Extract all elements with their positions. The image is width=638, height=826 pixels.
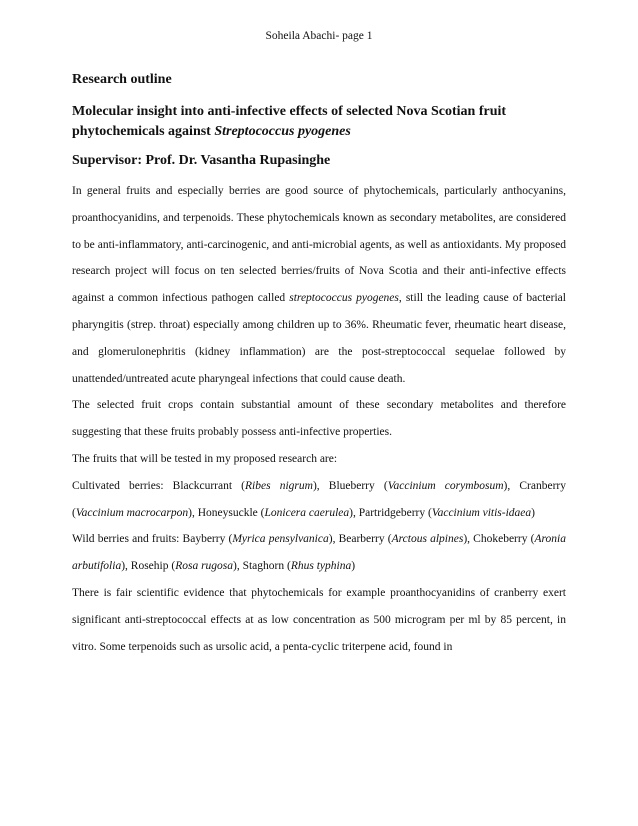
wild-text-5: ) — [351, 560, 356, 573]
wild-species-4: Rosa rugosa — [175, 560, 234, 573]
paragraph-wild-berries — [72, 526, 566, 580]
research-title-italic: Streptococcus pyogenes — [214, 124, 351, 139]
wild-text-1: ), Bearberry ( — [328, 533, 392, 546]
cultivated-species-3: Vaccinium macrocarpon — [75, 506, 189, 519]
supervisor-line: Supervisor: Prof. Dr. Vasantha Rupasinghe — [72, 153, 331, 168]
paragraph-intro-part-a: In general fruits and especially berries are good source of phytochemicals, particularly anthocyanins, proanthocyanidins, and terpenoids. These phytochemicals known as secondary metabolites, are considered to be anti-inflammatory, anti-carcinogenic, and anti-microbial agents, as well as antioxidants. My proposed research project will focus on ten selected berries/fruits of Nova Scotia and their anti-infective effects against a common infectious pathogen called — [72, 185, 566, 305]
wild-species-2: Arctous alpines — [391, 533, 464, 546]
cultivated-text-3: ), Honeysuckle ( — [188, 506, 265, 519]
cultivated-species-2: Vaccinium corymbosum — [387, 479, 504, 492]
cultivated-species-4: Lonicera caerulea — [264, 506, 350, 519]
cultivated-species-5: Vaccinium vitis-idaea — [431, 506, 532, 519]
paragraph-intro — [72, 178, 566, 392]
paragraph-intro-species: streptococcus pyogenes — [289, 292, 399, 305]
wild-text-3: ), Rosehip ( — [121, 560, 176, 573]
paragraph-fruit-crops: The selected fruit crops contain substantial amount of these secondary metabolites and therefore suggesting that these fruits probably possess anti-infective properties. — [72, 399, 566, 439]
cultivated-text-4: ), Partridgeberry ( — [349, 506, 432, 519]
cultivated-lead: Cultivated berries: Blackcurrant ( — [72, 479, 246, 492]
document-body — [72, 66, 566, 660]
wild-text-2: ), Chokeberry ( — [463, 533, 535, 546]
wild-species-1: Myrica pensylvanica — [232, 533, 329, 546]
page-header: Soheila Abachi- page 1 — [265, 30, 373, 42]
paragraph-intro-part-b: , still the leading cause of bacterial pharyngitis (strep. throat) especially among children up to 36%. Rheumatic fever, rheumatic heart disease, and glomerulonephritis (kidney inflammation) are the post-streptococcal sequelae followed by unattended/untreated acute pharyngeal infections that could cause death. — [72, 292, 566, 385]
research-title-text: Molecular insight into anti-infective effects of selected Nova Scotian fruit phytochemicals against — [72, 104, 507, 139]
cultivated-text-1: ), Blueberry ( — [312, 479, 388, 492]
paragraph-evidence: There is fair scientific evidence that phytochemicals for example proanthocyanidins of cranberry exert significant anti-streptococcal effects at as low concentration as 500 microgram per ml by 85 percent, in vitro. Some terpenoids such as ursolic acid, a penta-cyclic triterpene acid, found in — [72, 586, 566, 653]
paragraph-fruits-tested: The fruits that will be tested in my proposed research are: — [72, 452, 338, 465]
cultivated-species-1: Ribes nigrum — [245, 479, 313, 492]
wild-text-4: ), Staghorn ( — [233, 560, 291, 573]
paragraph-cultivated-berries — [72, 473, 566, 527]
section-heading: Research outline — [72, 72, 172, 87]
wild-species-3: Aronia arbutifolia — [72, 533, 566, 573]
cultivated-text-5: ) — [531, 506, 536, 519]
research-title — [72, 102, 566, 142]
cultivated-text-2: ), Cranberry ( — [72, 479, 567, 519]
wild-lead: Wild berries and fruits: Bayberry ( — [72, 533, 233, 546]
wild-species-5: Rhus typhina — [290, 560, 352, 573]
